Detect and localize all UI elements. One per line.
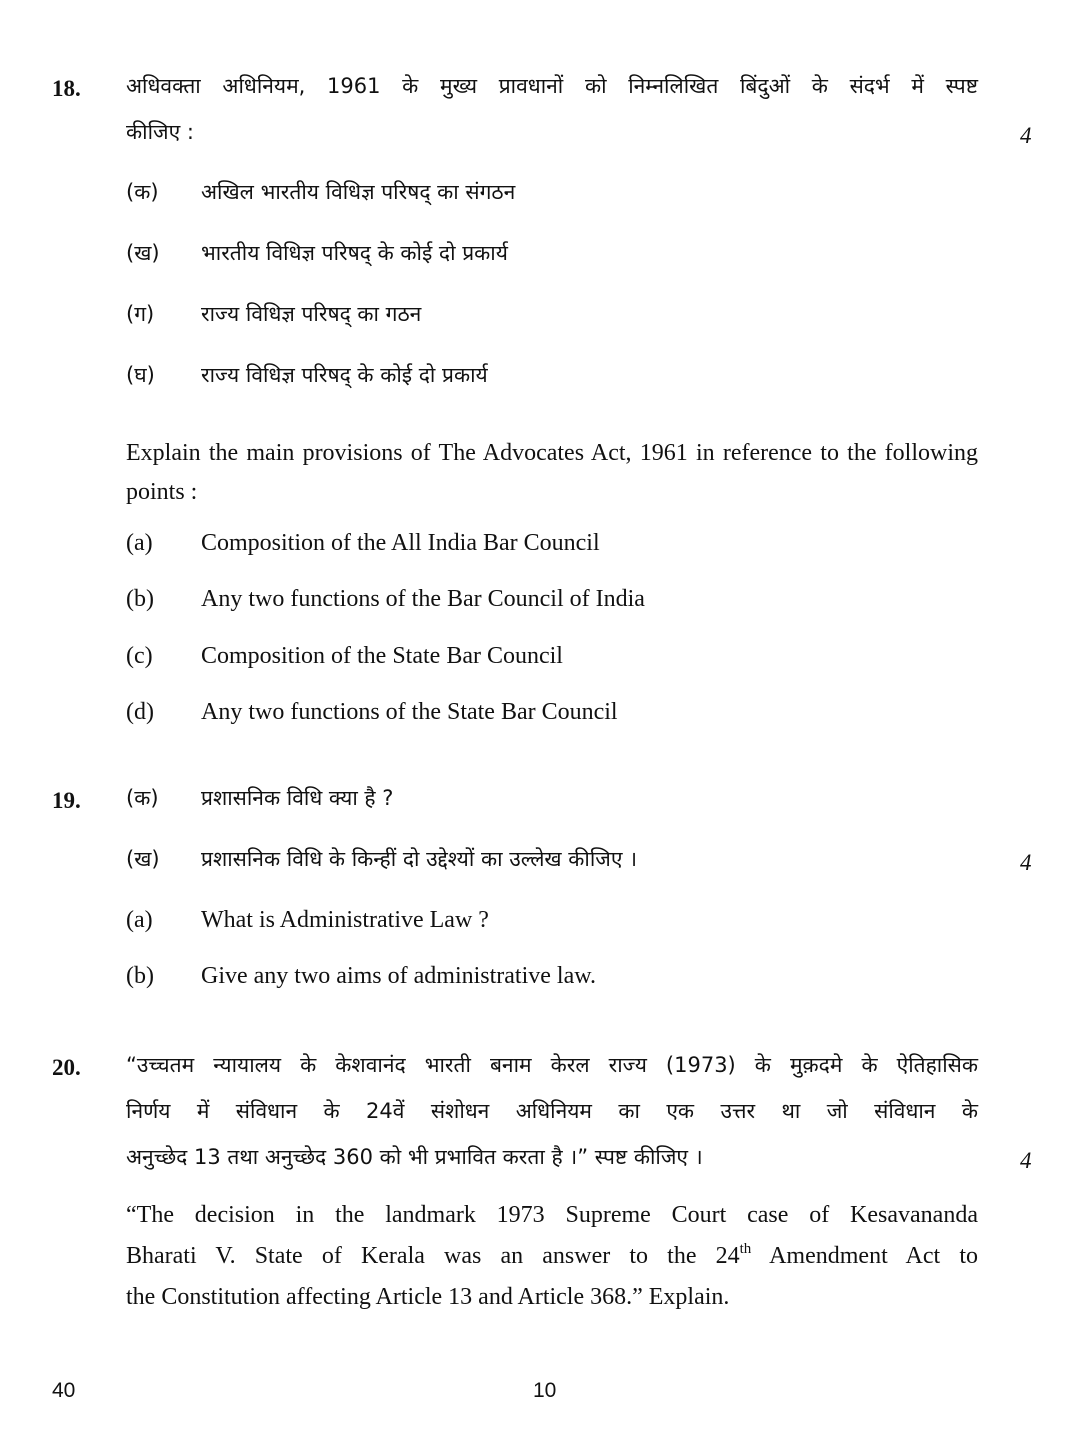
sub-item-text: प्रशासनिक विधि क्या है ? <box>201 786 394 810</box>
question-paper-code: 40 <box>52 1379 76 1402</box>
sub-item-label: (b) <box>126 963 154 989</box>
english-line-2-end: Amendment Act to <box>751 1243 979 1269</box>
question-text-hindi-line-1: अधिवक्ता अधिनियम, 1961 के मुख्य प्रावधानों को निम्नलिखित बिंदुओं के संदर्भ में स्पष्ट <box>126 74 978 98</box>
sub-item-text: Composition of the State Bar Council <box>201 643 563 669</box>
marks-label: 4 <box>1020 1148 1032 1173</box>
sub-item-text: Any two functions of the State Bar Council <box>201 699 618 725</box>
sub-item-text: प्रशासनिक विधि के किन्हीं दो उद्देश्यों का उल्लेख कीजिए । <box>201 847 638 871</box>
sub-item-label: (ग) <box>126 302 155 326</box>
sub-item-label: (a) <box>126 530 153 556</box>
question-text-english-line-2 <box>126 1243 978 1270</box>
sub-item-label: (ख) <box>126 241 160 265</box>
english-line-2-start: Bharati V. State of Kerala was an answer to the 24 <box>126 1243 740 1269</box>
question-number: 19. <box>52 788 81 813</box>
marks-label: 4 <box>1020 850 1032 875</box>
question-text-hindi-line-2: निर्णय में संविधान के 24वें संशोधन अधिनियम का एक उत्तर था जो संविधान के <box>126 1099 978 1123</box>
question-text-hindi-line-1: “उच्चतम न्यायालय के केशवानंद भारती बनाम केरल राज्य (1973) के मुक़दमे के ऐतिहासिक <box>126 1053 978 1077</box>
sub-item-label: (ख) <box>126 847 160 871</box>
sub-item-text: Give any two aims of administrative law. <box>201 963 597 989</box>
question-text-english-line-1: “The decision in the landmark 1973 Supreme Court case of Kesavananda <box>126 1202 978 1228</box>
sub-item-text: What is Administrative Law ? <box>201 907 489 933</box>
question-number: 20. <box>52 1055 81 1080</box>
sub-item-text: Any two functions of the Bar Council of India <box>201 586 645 612</box>
sub-item-label: (c) <box>126 643 153 669</box>
sub-item-label: (b) <box>126 586 154 612</box>
sub-item-label: (घ) <box>126 363 155 387</box>
sub-item-label: (d) <box>126 699 154 725</box>
sub-item-text: Composition of the All India Bar Council <box>201 530 600 556</box>
question-text-english: Explain the main provisions of The Advocates Act, 1961 in reference to the following points : <box>126 440 978 505</box>
sub-item-label: (क) <box>126 180 159 204</box>
sub-item-text: राज्य विधिज्ञ परिषद् का गठन <box>201 302 422 326</box>
sub-item-text: राज्य विधिज्ञ परिषद् के कोई दो प्रकार्य <box>201 363 488 387</box>
sub-item-text: भारतीय विधिज्ञ परिषद् के कोई दो प्रकार्य <box>201 241 508 265</box>
question-text-hindi-line-3: अनुच्छेद 13 तथा अनुच्छेद 360 को भी प्रभावित करता है ।” स्पष्ट कीजिए । <box>126 1145 703 1169</box>
sub-item-label: (क) <box>126 786 159 810</box>
marks-label: 4 <box>1020 123 1032 148</box>
question-number: 18. <box>52 76 81 101</box>
question-text-hindi-line-2: कीजिए : <box>126 120 194 144</box>
question-text-english-line-3: the Constitution affecting Article 13 and Article 368.” Explain. <box>126 1284 730 1310</box>
ordinal-superscript: th <box>739 1241 752 1257</box>
sub-item-label: (a) <box>126 907 153 933</box>
sub-item-text: अखिल भारतीय विधिज्ञ परिषद् का संगठन <box>201 180 516 204</box>
page-number: 10 <box>533 1379 557 1402</box>
